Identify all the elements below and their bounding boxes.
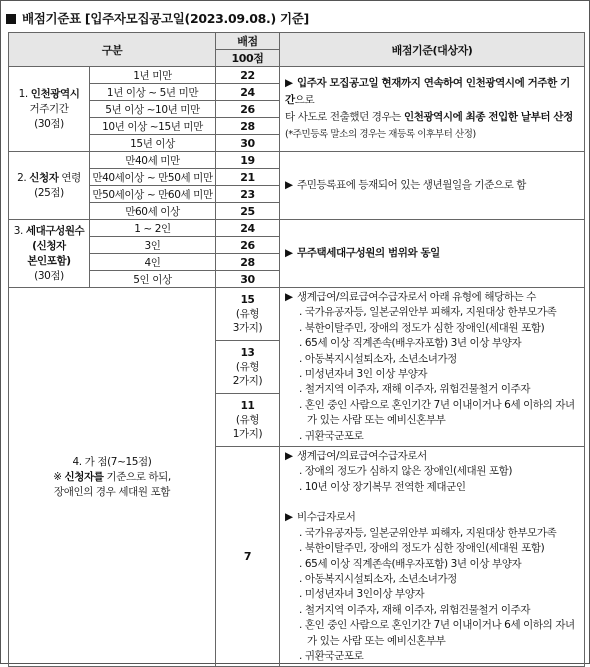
list-item: . 65세 이상 직계존속(배우자포함) 3년 이상 부양자 bbox=[299, 337, 522, 350]
row-label: 1년 이상 ~ 5년 미만 bbox=[90, 84, 216, 101]
table-row bbox=[9, 152, 585, 169]
square-bullet-icon bbox=[6, 14, 16, 24]
table-row bbox=[9, 67, 585, 84]
row-label: 15년 이상 bbox=[90, 135, 216, 152]
row-score: 30 bbox=[216, 135, 280, 152]
list-item: . 철거지역 이주자, 재해 이주자, 위험건물철거 이주자 bbox=[299, 603, 531, 616]
criteria-age: ▶ 주민등록표에 등재되어 있는 생년월일을 기준으로 함 bbox=[280, 152, 585, 220]
tier-7: 7 bbox=[216, 447, 280, 667]
arrow-icon: ▶ bbox=[285, 77, 293, 89]
row-label: 만40세이상 ~ 만50세 미만 bbox=[90, 169, 216, 186]
arrow-icon: ▶ bbox=[285, 511, 293, 524]
list-item: . 북한이탈주민, 장애의 정도가 심한 장애인(세대원 포함) bbox=[299, 321, 545, 334]
tier-13: 13 (유형 2가지) bbox=[216, 341, 280, 394]
list-item: . 귀환국군포로 bbox=[299, 429, 364, 442]
group-bonus: 4. 가 점(7~15점) ※ 신청자를 기준으로 하되, 장애인의 경우 세대원 포함 bbox=[9, 288, 216, 667]
score-table bbox=[8, 32, 585, 667]
row-score: 25 bbox=[216, 203, 280, 220]
row-score: 21 bbox=[216, 169, 280, 186]
header-criteria: 배점기준(대상자) bbox=[280, 33, 585, 67]
list-item: . 귀환국군포로 bbox=[299, 649, 364, 662]
criteria-residence: ▶ 입주자 모집공고일 현재까지 연속하여 인천광역시에 거주한 기간으로 타 사도로 전출했던 경우는 인천광역시에 최종 전입한 날부터 산정 (*주민등록 말소의 경우는 재등록 이후부터 산정) bbox=[280, 67, 585, 152]
group-residence: 1. 인천광역시 거주기간 (30점) bbox=[9, 67, 90, 152]
row-label: 10년 이상 ~15년 미만 bbox=[90, 118, 216, 135]
list-item: . 혼인 중인 사람으로 혼인기간 7년 이내이거나 6세 이하의 자녀가 있는 사람 또는 예비신혼부부 bbox=[299, 398, 575, 427]
tier-11: 11 (유형 1가지) bbox=[216, 394, 280, 447]
list-item: . 철거지역 이주자, 재해 이주자, 위험건물철거 이주자 bbox=[299, 383, 531, 396]
arrow-icon: ▶ bbox=[285, 291, 293, 303]
tier-15: 15 (유형 3가지) bbox=[216, 288, 280, 341]
row-label: 5년 이상 ~10년 미만 bbox=[90, 101, 216, 118]
list-item: . 국가유공자등, 일본군위안부 피해자, 지원대상 한부모가족 bbox=[299, 526, 557, 539]
arrow-icon: ▶ bbox=[285, 179, 293, 191]
row-score: 30 bbox=[216, 271, 280, 288]
row-label: 만40세 미만 bbox=[90, 152, 216, 169]
row-score: 26 bbox=[216, 237, 280, 254]
row-score: 28 bbox=[216, 118, 280, 135]
criteria-bonus-lower: ▶ 생계급여/의료급여수급자로서 . 장애의 정도가 심하지 않은 장애인(세대원 포함) . 10년 이상 장기복무 전역한 제대군인 ▶ 비수급자로서 . 국가유공자등, 일본군위안부 피해자, 지원대상 한부모가족 . 북한이탈주민, 장애의 정도가 심한 장애인(세대원 포함) . 65세 이상 직계존속(배우자포함) 3년 이상 부양자 . 아동복지시설퇴소자, 소년소녀가정 . 미성년자녀 3인이상 부양자 . 철거지역 이주자, 재해 이주자, 위험건물철거 이주자 . 혼인 중인 사람으로 혼인기간 7년 이내이거나 6세 이하의 자녀가 있는 사람 또는 예비신혼부부 . 귀환국군포로 bbox=[280, 447, 585, 667]
arrow-icon: ▶ bbox=[285, 450, 293, 463]
list-item: . 미성년자녀 3인이상 부양자 bbox=[299, 588, 425, 601]
criteria-bonus-upper: ▶ 생계급여/의료급여수급자로서 아래 유형에 해당하는 수 . 국가유공자등, 일본군위안부 피해자, 지원대상 한부모가족 . 북한이탈주민, 장애의 정도가 심한 장애인(세대원 포함) . 65세 이상 직계존속(배우자포함) 3년 이상 부양자 . 아동복지시설퇴소자, 소년소녀가정 . 미성년자녀 3인 이상 부양자 . 철거지역 이주자, 재해 이주자, 위험건물철거 이주자 . 혼인 중인 사람으로 혼인기간 7년 이내이거나 6세 이하의 자녀가 있는 사람 또는 예비신혼부부 . 귀환국군포로 bbox=[280, 288, 585, 447]
list-item: . 아동복지시설퇴소자, 소년소녀가정 bbox=[299, 572, 457, 585]
row-label: 4인 bbox=[90, 254, 216, 271]
row-score: 23 bbox=[216, 186, 280, 203]
table-row bbox=[9, 288, 585, 341]
row-label: 3인 bbox=[90, 237, 216, 254]
header-score: 배점 bbox=[216, 33, 280, 50]
table-row bbox=[9, 220, 585, 237]
criteria-household: ▶ 무주택세대구성원의 범위와 동일 bbox=[280, 220, 585, 288]
list-item: . 국가유공자등, 일본군위안부 피해자, 지원대상 한부모가족 bbox=[299, 306, 557, 319]
arrow-icon: ▶ bbox=[285, 247, 293, 259]
list-item: . 미성년자녀 3인 이상 부양자 bbox=[299, 368, 428, 381]
list-item: . 65세 이상 직계존속(배우자포함) 3년 이상 부양자 bbox=[299, 557, 522, 570]
header-row bbox=[9, 33, 585, 50]
row-score: 28 bbox=[216, 254, 280, 271]
group-age: 2. 신청자 연령 (25점) bbox=[9, 152, 90, 220]
row-score: 19 bbox=[216, 152, 280, 169]
group-household: 3. 세대구성원수 (신청자 본인포함) (30점) bbox=[9, 220, 90, 288]
row-label: 1 ~ 2인 bbox=[90, 220, 216, 237]
page-title: 배점기준표 [입주자모집공고일(2023.09.08.) 기준] bbox=[6, 9, 309, 27]
row-score: 26 bbox=[216, 101, 280, 118]
list-item: . 장애의 정도가 심하지 않은 장애인(세대원 포함) bbox=[299, 465, 513, 478]
row-label: 만50세이상 ~ 만60세 미만 bbox=[90, 186, 216, 203]
header-category: 구분 bbox=[9, 33, 216, 67]
row-score: 24 bbox=[216, 84, 280, 101]
list-item: . 아동복지시설퇴소자, 소년소녀가정 bbox=[299, 352, 457, 365]
row-score: 22 bbox=[216, 67, 280, 84]
row-label: 만60세 이상 bbox=[90, 203, 216, 220]
list-item: . 북한이탈주민, 장애의 정도가 심한 장애인(세대원 포함) bbox=[299, 542, 545, 555]
row-score: 24 bbox=[216, 220, 280, 237]
list-item: . 혼인 중인 사람으로 혼인기간 7년 이내이거나 6세 이하의 자녀가 있는 사람 또는 예비신혼부부 bbox=[299, 619, 575, 647]
row-label: 5인 이상 bbox=[90, 271, 216, 288]
row-label: 1년 미만 bbox=[90, 67, 216, 84]
header-score-max: 100점 bbox=[216, 50, 280, 67]
list-item: . 10년 이상 장기복무 전역한 제대군인 bbox=[299, 480, 466, 493]
